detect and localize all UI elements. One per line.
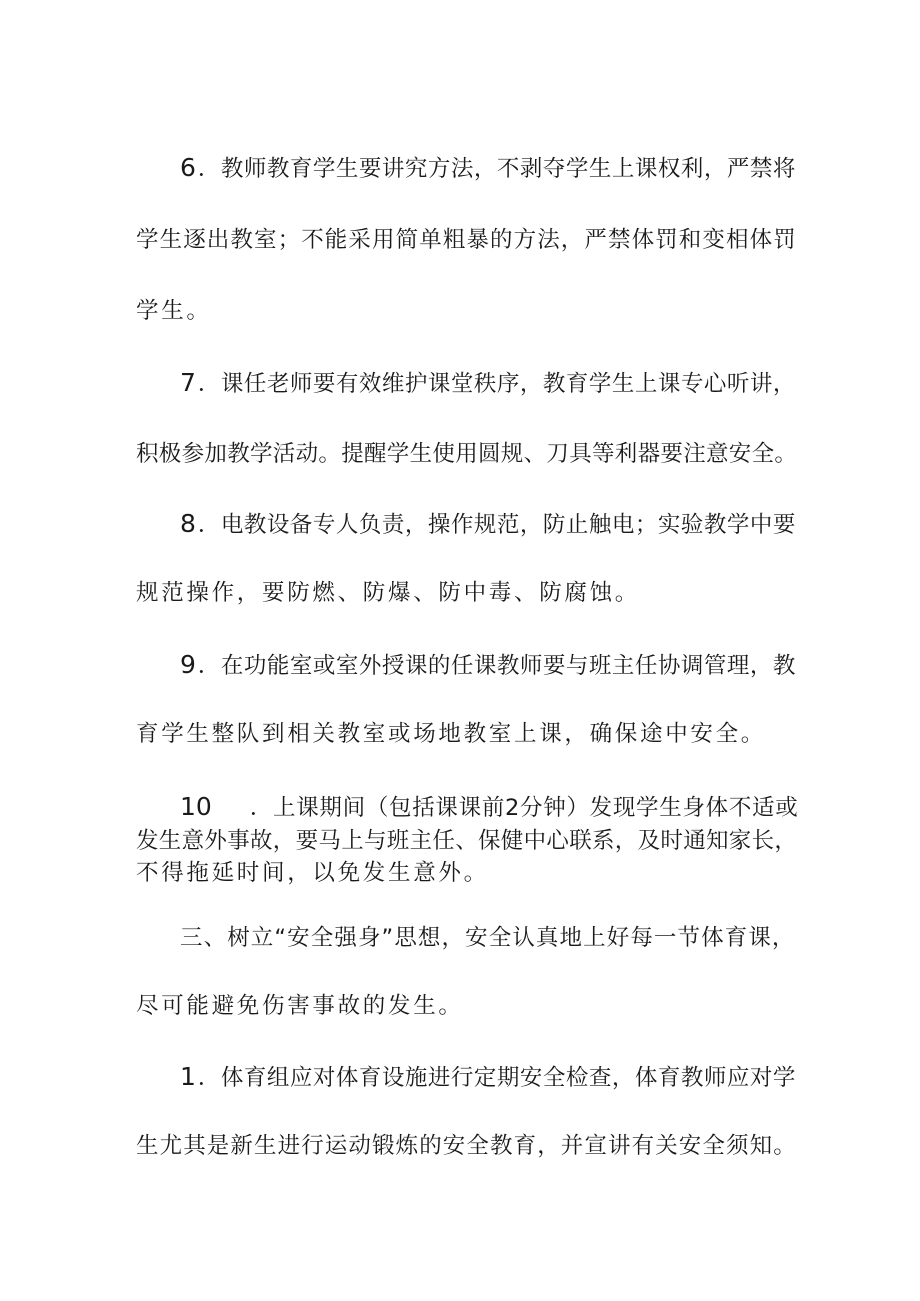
item-8-line-2: 规范操作，要防燃、防爆、防中毒、防腐蚀。: [136, 580, 641, 606]
section-three-item-1-text-1: ．体育组应对体育设施进行定期安全检查，体育教师应对学: [197, 1065, 796, 1091]
section-three-line-2: 尽可能避免伤害事故的发生。: [136, 993, 464, 1019]
section-three-item-1-line-1: [180, 1062, 796, 1093]
section-three-item-1-line-2: 生尤其是新生进行运动锻炼的安全教育，并宣讲有关安全须知。: [136, 1133, 797, 1159]
item-6-line-2: 学生逐出教室；不能采用简单粗暴的方法，严禁体罚和变相体罚: [136, 227, 797, 253]
item-10-number: 10: [180, 792, 212, 821]
item-10-text-1: ．上课期间（包括课课前2分钟）发现学生身体不适或: [249, 795, 799, 821]
item-10-line-1: [180, 792, 798, 823]
item-6-number: 6: [180, 153, 196, 182]
item-8-line-1: [180, 509, 796, 540]
section-three-item-1-number: 1: [180, 1062, 196, 1091]
item-8-text-1: ．电教设备专人负责，操作规范，防止触电；实验教学中要: [197, 512, 796, 538]
item-9-number: 9: [180, 650, 196, 679]
item-7-line-1: [180, 368, 796, 399]
item-10-line-2: 发生意外事故，要马上与班主任、保健中心联系，及时通知家长，: [136, 828, 798, 854]
item-6-line-3: 学生。: [136, 298, 212, 324]
item-9-text-1: ．在功能室或室外授课的任课教师要与班主任协调管理，教: [197, 653, 796, 679]
item-10-line-3: 不得拖延时间，以免发生意外。: [136, 860, 489, 886]
item-7-line-2: 积极参加教学活动。提醒学生使用圆规、刀具等利器要注意安全。: [136, 441, 798, 467]
item-7-number: 7: [180, 368, 196, 397]
section-three-line-1: 三、树立“安全强身”思想，安全认真地上好每一节体育课，: [180, 925, 796, 951]
item-8-number: 8: [180, 509, 196, 538]
item-9-line-1: [180, 650, 796, 681]
item-9-line-2: 育学生整队到相关教室或场地教室上课，确保途中安全。: [136, 721, 767, 747]
item-6-text-1: ．教师教育学生要讲究方法，不剥夺学生上课权利，严禁将: [197, 156, 796, 182]
item-7-text-1: ．课任老师要有效维护课堂秩序，教育学生上课专心听讲，: [197, 371, 796, 397]
item-6-line-1: [180, 153, 796, 184]
